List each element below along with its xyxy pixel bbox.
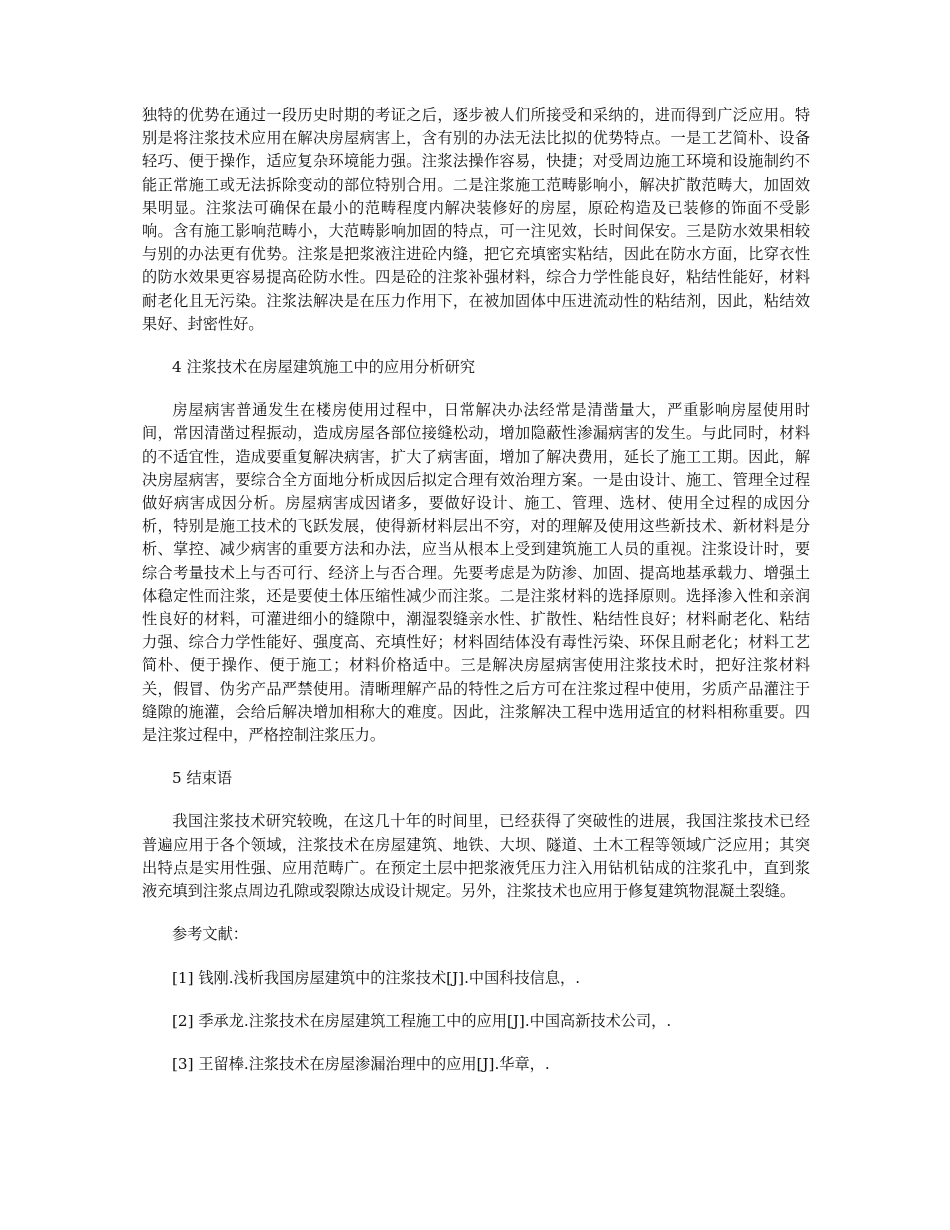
references-heading: 参考文献： (172, 925, 248, 944)
reference-item-3: [3] 王留棒.注浆技术在房屋渗漏治理中的应用[J].华章，. (172, 1054, 550, 1073)
section-4-body: 房屋病害普通发生在楼房使用过程中，日常解决办法经常是清凿量大，严重影响房屋使用时间，常因清凿过程振动，造成房屋各部位接缝松动，增加隐蔽性渗漏病害的发生。与此同时，材料的不适宜性，造成要重复解决病害，扩大了病害面，增加了解决费用，延长了施工工期。因此，解决房屋病害，要综合全方面地分析成因后拟定合理有效治理方案。一是由设计、施工、管理全过程做好病害成因分析。房屋病害成因诸多，要做好设计、施工、管理、选材、使用全过程的成因分析，特别是施工技术的飞跃发展，使得新材料层出不穷，对的理解及使用这些新技术、新材料是分析、掌控、减少病害的重要方法和办法，应当从根本上受到建筑施工人员的重视。注浆设计时，要综合考量技术上与否可行、经济上与否合理。先要考虑是为防渗、加固、提高地基承载力、增强土体稳定性而注浆，还是要使土体压缩性减少而注浆。二是注浆材料的选择原则。选择渗入性和亲润性良好的材料，可灌进细小的缝隙中，潮湿裂缝亲水性、扩散性、粘结性良好；材料耐老化、粘结力强、综合力学性能好、强度高、充填性好；材料固结体没有毒性污染、环保且耐老化；材料工艺简朴、便于操作、便于施工；材料价格适中。三是解决房屋病害使用注浆技术时，把好注浆材料关，假冒、伪劣产品严禁使用。清晰理解产品的特性之后方可在注浆过程中使用，劣质产品灌注于缝隙的施灌，会给后解决增加相称大的难度。因此，注浆解决工程中选用适宜的材料相称重要。四是注浆过程中，严格控制注浆压力。 (142, 401, 810, 745)
reference-item-1: [1] 钱刚.浅析我国房屋建筑中的注浆技术[J].中国科技信息，. (172, 968, 581, 987)
section-5-heading: 5 结束语 (172, 769, 233, 788)
reference-item-2: [2] 季承龙.注浆技术在房屋建筑工程施工中的应用[J].中国高新技术公司，. (172, 1011, 672, 1030)
paragraph-continued: 独特的优势在通过一段历史时期的考证之后，逐步被人们所接受和采纳的，进而得到广泛应用。特别是将注浆技术应用在解决房屋病害上，含有别的办法无法比拟的优势特点。一是工艺简朴、设备轻巧、便于操作，适应复杂环境能力强。注浆法操作容易，快捷；对受周边施工环境和设施制约不能正常施工或无法拆除变动的部位特别合用。二是注浆施工范畴影响小，解决扩散范畴大，加固效果明显。注浆法可确保在最小的范畴程度内解决装修好的房屋，原砼构造及已装修的饰面不受影响。含有施工影响范畴小，大范畴影响加固的特点，可一注见效，长时间保安。三是防水效果相较与别的办法更有优势。注浆是把浆液注进砼内缝，把它充填密实粘结，因此在防水方面，比穿衣性的防水效果更容易提高砼防水性。四是砼的注浆补强材料，综合力学性能良好，粘结性能好，材料耐老化且无污染。注浆法解决是在压力作用下，在被加固体中压进流动性的粘结剂，因此，粘结效果好、封密性好。 (142, 106, 810, 333)
document-page (142, 104, 810, 1076)
section-5-body: 我国注浆技术研究较晚，在这几十年的时间里，已经获得了突破性的进展，我国注浆技术已经普遍应用于各个领域，注浆技术在房屋建筑、地铁、大坝、隧道、土木工程等领域广泛应用；其突出特点是实用性强、应用范畴广。在预定土层中把浆液凭压力注入用钻机钻成的注浆孔中，直到浆液充填到注浆点周边孔隙或裂隙达成设计规定。另外，注浆技术也应用于修复建筑物混凝土裂缝。 (142, 812, 810, 901)
section-4-heading: 4 注浆技术在房屋建筑施工中的应用分析研究 (172, 358, 476, 377)
